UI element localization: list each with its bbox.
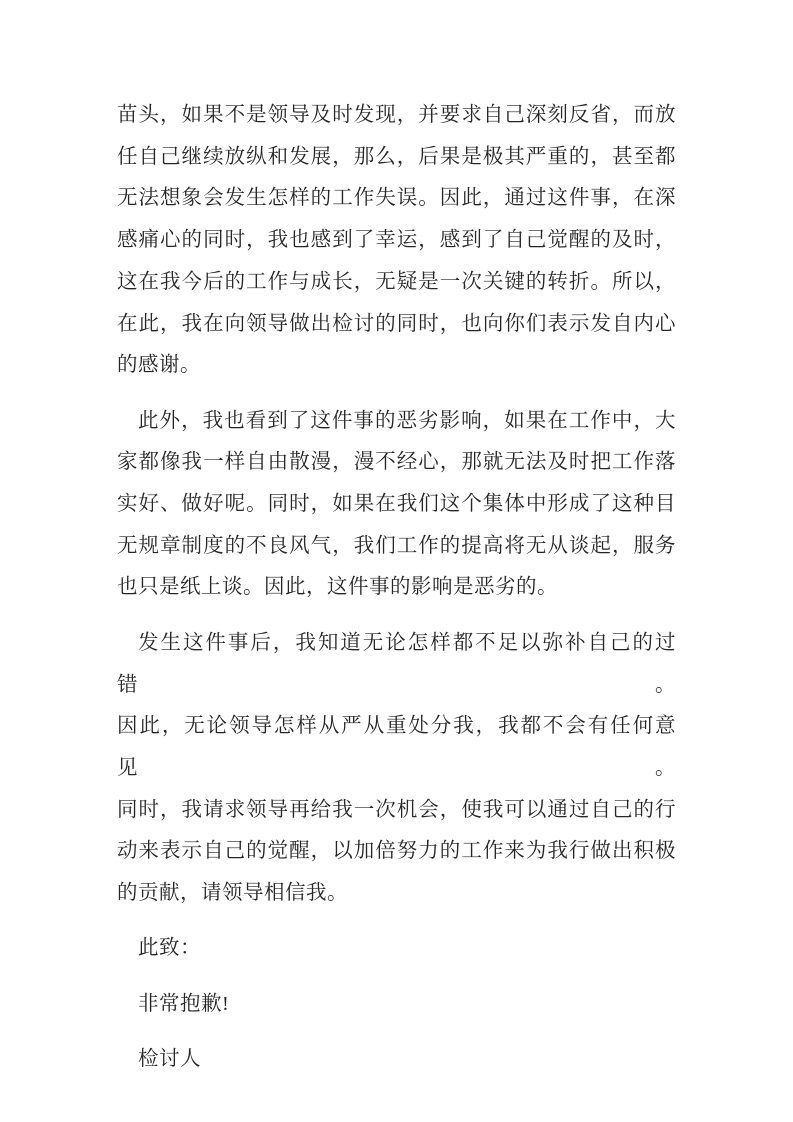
text-line: 也只是纸上谈。因此，这件事的影响是恶劣的。 [117, 576, 558, 599]
text-line: 苗头，如果不是领导及时发现，并要求自己深刻反省，而放 [117, 104, 676, 126]
paragraph [117, 95, 676, 387]
text-line: 无法想象会发生怎样的工作失误。因此，通过这件事，在深 [117, 187, 676, 210]
text-line: 非常抱歉! [138, 992, 230, 1015]
text-line: 在此，我在向领导做出检讨的同时，也向你们表示发自内心 [117, 312, 676, 335]
text-line: 因此，无论领导怎样从严从重处分我，我都不会有任何意见。 [117, 715, 676, 779]
text-line: 的感谢。 [117, 354, 201, 377]
paragraph [117, 401, 676, 610]
paragraph [117, 1039, 676, 1081]
text-line: 同时，我请求领导再给我一次机会，使我可以通过自己的行 [117, 798, 676, 821]
text-line: 的贡献，请领导相信我。 [117, 882, 348, 905]
paragraph [117, 928, 676, 970]
text-line: 此致： [138, 937, 201, 960]
text-line: 感痛心的同时，我也感到了幸运，感到了自己觉醒的及时， [117, 229, 676, 252]
text-line: 无规章制度的不良风气，我们工作的提高将无从谈起，服务 [117, 534, 676, 557]
document-body [117, 95, 676, 1081]
text-line: 实好、做好呢。同时，如果在我们这个集体中形成了这种目 [117, 493, 676, 516]
paragraph [117, 623, 676, 915]
text-line: 此外，我也看到了这件事的恶劣影响，如果在工作中，大 [138, 409, 676, 432]
text-line: 检讨人 [138, 1048, 201, 1071]
text-line: 这在我今后的工作与成长，无疑是一次关键的转折。所以， [117, 270, 676, 293]
text-line: 任自己继续放纵和发展，那么，后果是极其严重的，甚至都 [117, 145, 676, 168]
paragraph [117, 984, 676, 1026]
text-line: 家都像我一样自由散漫，漫不经心，那就无法及时把工作落 [117, 451, 676, 474]
text-line: 发生这件事后，我知道无论怎样都不足以弥补自己的过错。 [117, 631, 676, 696]
text-line: 动来表示自己的觉醒，以加倍努力的工作来为我行做出积极 [117, 840, 676, 863]
